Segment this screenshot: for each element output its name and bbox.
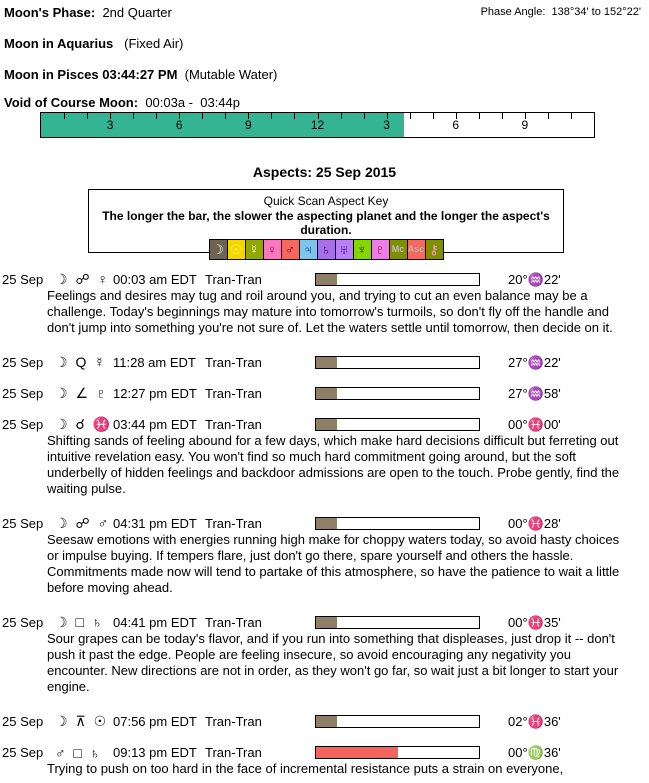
planet1-glyph: ☽ bbox=[55, 385, 76, 401]
aspect-time: 03:44 pm EDT bbox=[113, 417, 197, 432]
hour-tick bbox=[225, 113, 226, 119]
aspect-glyph: Q bbox=[75, 354, 95, 370]
aspect-date: 25 Sep bbox=[2, 417, 44, 432]
planet1-glyph: ♂ bbox=[55, 744, 74, 761]
hour-tick bbox=[364, 113, 365, 119]
duration-bar bbox=[315, 273, 480, 286]
duration-bar bbox=[315, 746, 480, 759]
aspect-description: Sour grapes can be today's flavor, and if you run into something that displeases, just drop it -- don't push it past the edge. People are feeling insecure, so avoid encouraging any negativity you encounter. New directions are not in order, as they won't go far, so wait just a bit longer to start your engine. bbox=[47, 631, 619, 694]
planet2-glyph: ☿ bbox=[94, 354, 107, 370]
neptune-icon: ♆ bbox=[354, 240, 372, 259]
planet-glyph-strip bbox=[209, 239, 444, 260]
duration-bar-fill bbox=[316, 518, 337, 529]
aspect-row bbox=[0, 416, 649, 497]
aspect-time: 04:31 pm EDT bbox=[113, 516, 197, 531]
aspect-date: 25 Sep bbox=[2, 615, 44, 630]
planet2-glyph: ♀ bbox=[97, 271, 111, 287]
aspect-type: Tran-Tran bbox=[205, 355, 262, 370]
mars-icon: ♂ bbox=[282, 240, 300, 259]
hour-label: 3 bbox=[383, 118, 390, 132]
aspect-glyph: ☍ bbox=[75, 271, 98, 287]
hour-tick bbox=[502, 113, 503, 119]
aspect-date: 25 Sep bbox=[2, 355, 44, 370]
hour-tick bbox=[571, 113, 572, 119]
aspect-description: Trying to push on too hard in the face of incremental resistance puts a strain on everyone, bbox=[47, 761, 564, 776]
aspect-row-line bbox=[0, 354, 649, 371]
duration-bar-fill bbox=[316, 357, 337, 368]
planet1-glyph: ☽ bbox=[55, 416, 76, 432]
planet2-glyph: ♄ bbox=[89, 744, 103, 761]
aspect-degree: 00°♍36' bbox=[508, 744, 561, 760]
aspect-glyph: □ bbox=[73, 744, 90, 761]
hour-label: 6 bbox=[452, 118, 460, 132]
planet2-glyph: ♓ bbox=[92, 416, 113, 432]
moon-quintile-mercury-glyphs bbox=[55, 354, 113, 371]
duration-bar-fill bbox=[316, 419, 337, 430]
key-subtitle: The longer the bar, the slower the aspecting planet and the longer the aspect's duration. bbox=[102, 209, 550, 237]
phase-angle-value: 138°34' to 152°22' bbox=[551, 6, 641, 18]
duration-bar bbox=[315, 418, 480, 431]
aspect-degree: 27°♒22' bbox=[508, 354, 561, 370]
moon-icon: ☽ bbox=[210, 240, 228, 259]
hour-label: 9 bbox=[245, 118, 252, 132]
aspect-type: Tran-Tran bbox=[205, 272, 262, 287]
chiron-icon: ⚷ bbox=[426, 240, 443, 259]
aspect-type: Tran-Tran bbox=[205, 516, 262, 531]
aspect-type: Tran-Tran bbox=[205, 386, 262, 401]
aspect-degree: 02°♓36' bbox=[508, 713, 561, 729]
hour-tick bbox=[156, 113, 157, 119]
aspect-glyph: □ bbox=[75, 614, 92, 630]
hour-tick bbox=[410, 113, 411, 119]
aspect-degree: 00°♓35' bbox=[508, 614, 561, 630]
aspect-row bbox=[0, 614, 649, 695]
moon-sign-line bbox=[4, 36, 183, 51]
moon-conjunct-pisces-glyphs bbox=[55, 416, 113, 433]
planet2-glyph: ♄ bbox=[91, 614, 105, 630]
hour-label: 9 bbox=[521, 118, 529, 132]
voc-timeline-fill bbox=[41, 113, 404, 137]
saturn-icon: ♄ bbox=[318, 240, 336, 259]
voc-label: Void of Course Moon: bbox=[4, 95, 139, 110]
aspect-time: 11:28 am EDT bbox=[113, 355, 196, 370]
aspect-date: 25 Sep bbox=[2, 745, 44, 760]
aspect-row bbox=[0, 385, 649, 402]
hour-tick bbox=[479, 113, 480, 119]
duration-bar-fill bbox=[316, 747, 398, 758]
hour-tick bbox=[202, 113, 203, 119]
aspect-glyph: ☌ bbox=[75, 416, 93, 432]
mc-icon: Mc bbox=[390, 240, 408, 259]
duration-bar bbox=[315, 517, 480, 530]
moon-phase-label: Moon's Phase: bbox=[4, 5, 96, 20]
asc-icon: Asc bbox=[408, 240, 426, 259]
mercury-icon: ☿ bbox=[246, 240, 264, 259]
hour-tick bbox=[271, 113, 272, 119]
aspect-date: 25 Sep bbox=[2, 516, 44, 531]
aspect-date: 25 Sep bbox=[2, 386, 44, 401]
aspect-type: Tran-Tran bbox=[205, 714, 262, 729]
duration-bar-fill bbox=[316, 716, 337, 727]
planet2-glyph: ♂ bbox=[97, 515, 111, 531]
duration-bar-fill bbox=[316, 274, 337, 285]
duration-bar bbox=[315, 387, 480, 400]
aspect-row-line bbox=[0, 416, 649, 433]
hour-label: 3 bbox=[106, 118, 114, 132]
moon-square-saturn-glyphs bbox=[55, 614, 113, 631]
aspect-row-line bbox=[0, 713, 649, 730]
hour-tick bbox=[548, 113, 549, 119]
aspect-time: 07:56 pm EDT bbox=[113, 714, 197, 729]
aspect-row-line bbox=[0, 515, 649, 532]
aspect-row bbox=[0, 515, 649, 596]
quick-scan-key-box bbox=[88, 189, 564, 257]
aspect-description: Seesaw emotions with energies running high make for choppy waters today, so avoid hasty choices or impulse buying. If tempers flare, just don't go there, spare yourself and others the hassle. Commitments made now will tend to partake of this atmosphere, so have the patience to wait a little before moving ahead. bbox=[47, 532, 620, 595]
moon-ingress-gap bbox=[177, 67, 184, 82]
planet1-glyph: ☽ bbox=[55, 354, 76, 370]
hour-label: 6 bbox=[175, 118, 183, 132]
aspect-glyph: ∠ bbox=[75, 385, 96, 401]
phase-angle-label: Phase Angle: bbox=[480, 6, 546, 18]
aspect-row bbox=[0, 713, 649, 730]
moon-semisquare-pluto-glyphs bbox=[55, 385, 113, 402]
aspect-time: 09:13 pm EDT bbox=[113, 745, 197, 760]
hour-label: 12 bbox=[310, 118, 325, 132]
aspect-degree: 20°♒22' bbox=[508, 271, 561, 287]
aspect-type: Tran-Tran bbox=[205, 417, 262, 432]
aspect-degree: 27°♒58' bbox=[508, 385, 561, 401]
aspects-title: Aspects: 25 Sep 2015 bbox=[252, 164, 397, 180]
uranus-icon: ♅ bbox=[336, 240, 354, 259]
planet1-glyph: ☽ bbox=[55, 515, 76, 531]
phase-angle bbox=[481, 6, 641, 18]
planet2-glyph: ☉ bbox=[93, 713, 109, 729]
planet1-glyph: ☽ bbox=[55, 713, 76, 729]
aspect-glyph: ⊼ bbox=[75, 713, 94, 729]
duration-bar bbox=[315, 616, 480, 629]
aspect-type: Tran-Tran bbox=[205, 615, 262, 630]
hour-tick bbox=[133, 113, 134, 119]
voc-timeline bbox=[40, 112, 595, 138]
duration-bar-fill bbox=[316, 388, 337, 399]
pluto-icon: ♇ bbox=[372, 240, 390, 259]
aspect-time: 00:03 am EDT bbox=[113, 272, 197, 287]
planet2-glyph: ♇ bbox=[95, 385, 109, 401]
aspect-glyph: ☍ bbox=[75, 515, 98, 531]
moon-sign-note: (Fixed Air) bbox=[124, 36, 184, 51]
duration-bar-fill bbox=[316, 617, 337, 628]
aspect-row bbox=[0, 354, 649, 371]
hour-tick bbox=[433, 113, 434, 119]
voc-line bbox=[4, 95, 240, 110]
aspect-degree: 00°♓28' bbox=[508, 515, 561, 531]
key-title: Quick Scan Aspect Key bbox=[263, 194, 389, 208]
aspect-date: 25 Sep bbox=[2, 714, 44, 729]
planet1-glyph: ☽ bbox=[55, 271, 76, 287]
aspect-time: 12:27 pm EDT bbox=[113, 386, 197, 401]
moon-opposition-venus-glyphs bbox=[55, 271, 113, 288]
aspect-date: 25 Sep bbox=[2, 272, 44, 287]
moon-ingress-label: Moon in Pisces 03:44:27 PM bbox=[4, 67, 178, 82]
jupiter-icon: ♃ bbox=[300, 240, 318, 259]
moon-sign-gap bbox=[113, 36, 124, 51]
aspect-row-line bbox=[0, 614, 649, 631]
aspect-type: Tran-Tran bbox=[205, 745, 262, 760]
mars-square-saturn-glyphs bbox=[55, 745, 113, 761]
moon-phase-line bbox=[4, 5, 172, 20]
aspect-degree: 00°♓00' bbox=[508, 416, 561, 432]
moon-quincunx-sun-glyphs bbox=[55, 713, 113, 730]
duration-bar bbox=[315, 356, 480, 369]
aspect-row bbox=[0, 271, 649, 336]
moon-phase-value-text: 2nd Quarter bbox=[102, 5, 172, 20]
moon-ingress-line bbox=[4, 67, 277, 82]
aspect-description: Shifting sands of feeling abound for a few days, which make hard decisions difficult but ferreting out intuitive revelation easy. You won't find so much hard commitment going around, but the soft underbelly of hidden feelings and backdoor admissions are open to the touch. Probe gently, find the waiting pulse. bbox=[47, 433, 620, 496]
aspect-time: 04:41 pm EDT bbox=[113, 615, 197, 630]
moon-opposition-mars-glyphs bbox=[55, 515, 113, 532]
aspect-list bbox=[0, 271, 649, 783]
aspect-description: Feelings and desires may tug and roil around you, and trying to cut an even balance may be a challenge. Today's beginnings may mature into tomorrow's turmoils, so don't fly off the handle and don't jump into something you're not sure of. Let the waters settle until tomorrow, then decide on it. bbox=[47, 288, 613, 335]
duration-bar bbox=[315, 715, 480, 728]
hour-tick bbox=[87, 113, 88, 119]
hour-tick bbox=[294, 113, 295, 119]
sun-icon: ☉ bbox=[228, 240, 246, 259]
moon-ingress-note: (Mutable Water) bbox=[184, 67, 278, 82]
hour-tick bbox=[64, 113, 65, 119]
voc-value: 00:03a - 03:44p bbox=[145, 95, 241, 110]
moon-sign-label: Moon in Aquarius bbox=[4, 36, 114, 51]
aspect-row-line bbox=[0, 744, 649, 761]
hour-tick bbox=[341, 113, 342, 119]
venus-icon: ♀ bbox=[264, 240, 282, 259]
planet1-glyph: ☽ bbox=[55, 614, 76, 630]
aspect-row-line bbox=[0, 271, 649, 288]
aspect-row bbox=[0, 744, 649, 777]
aspect-row-line bbox=[0, 385, 649, 402]
